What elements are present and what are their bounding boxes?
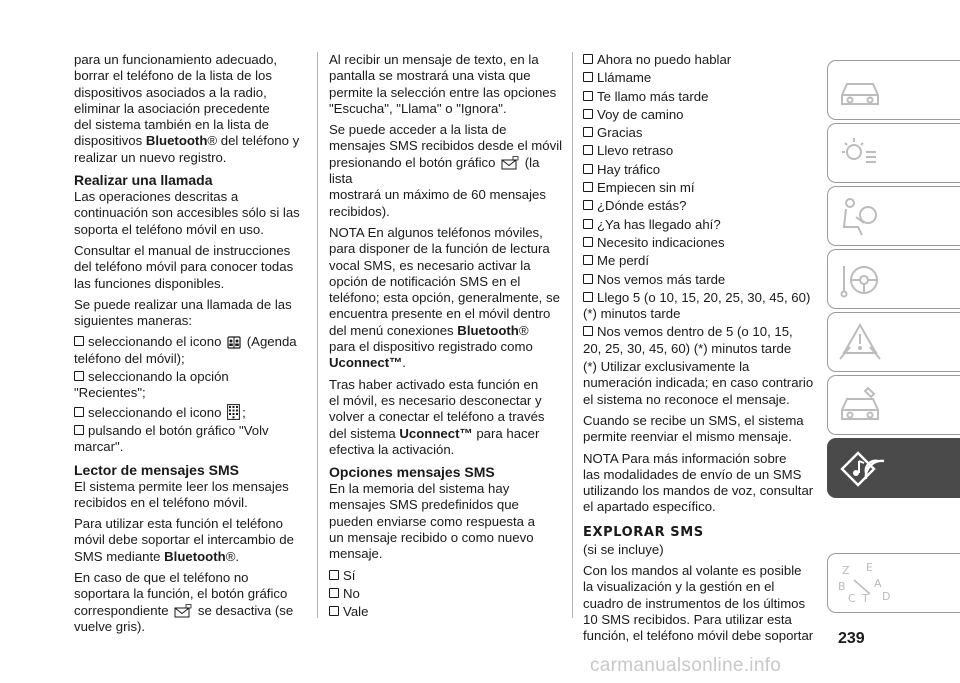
list-item: seleccionando el icono ; [74, 404, 302, 421]
checkbox-bullet-icon [583, 200, 593, 210]
paragraph: Con los mandos al volante es posible la visualización y la gestión en el cuadro de instrumentos de los últimos 10 SMS recibidos. Para utilizar esta función, el teléfono móvil debe soportar [583, 563, 814, 644]
checkbox-bullet-icon [583, 255, 593, 265]
checkbox-bullet-icon [329, 588, 339, 598]
paragraph: En caso de que el teléfono no soportara la función, el botón gráfico correspondiente se desactiva (se vuelve gris). [74, 570, 294, 634]
phonebook-icon [227, 336, 241, 349]
list-item: Sí [329, 568, 563, 584]
checkbox-bullet-icon [583, 72, 593, 82]
checkbox-bullet-icon [583, 164, 593, 174]
bluetooth-term: Bluetooth [145, 133, 208, 149]
tab-safety[interactable] [827, 186, 960, 246]
list-item: Nos vemos más tarde [583, 272, 819, 288]
list-item: Empiecen sin mí [583, 180, 819, 196]
page-number: 239 [838, 630, 865, 647]
list-item: seleccionando el icono (Agenda teléfono del móvil); [74, 334, 297, 366]
list-item: Ahora no puedo hablar [583, 52, 819, 68]
section-heading-reader: Lector de mensajes SMS [74, 461, 239, 478]
warning-lights-icon [836, 130, 884, 176]
checkbox-bullet-icon [329, 606, 339, 616]
list-item: Nos vemos dentro de 5 (o 10, 15, 20, 25, 30, 45, 60) (*) minutos tarde [583, 324, 793, 356]
checkbox-bullet-icon [583, 292, 593, 302]
checkbox-bullet-icon [583, 219, 593, 229]
checkbox-bullet-icon [583, 91, 593, 101]
list-item: pulsando el botón gráfico "Volv marcar". [74, 422, 269, 455]
index-letter: D [882, 590, 891, 603]
checkbox-bullet-icon [74, 425, 84, 435]
checkbox-bullet-icon [583, 145, 593, 155]
keypad-icon [227, 404, 240, 420]
list-item: Llevo retraso [583, 143, 819, 159]
checkbox-bullet-icon [583, 326, 593, 336]
paragraph: El sistema permite leer los mensajes recibidos en el teléfono móvil. [74, 478, 289, 510]
index-letter: Z [842, 564, 850, 577]
index-letter: T [862, 592, 869, 605]
paragraph: NOTA Para más información sobre las modalidades de envío de un SMS utilizando los mandos de voz, consultar el apartado específico. [583, 450, 814, 515]
index-letter: A [874, 577, 882, 590]
paragraph: Consultar el manual de instrucciones del teléfono móvil para conocer todas las funciones disponibles. [74, 242, 294, 291]
paragraph: Las operaciones descritas a continuación son accesibles sólo si las soporta el teléfono móvil en uso. [74, 189, 300, 237]
list-item: Llego 5 (o 10, 15, 20, 25, 30, 45, 60) (*) minutos tarde [583, 289, 811, 322]
paragraph: (*) Utilizar exclusivamente la numeración indicada; en caso contrario el sistema no reconoce el mensaje. [583, 359, 814, 407]
list-item: ¿Dónde estás? [583, 198, 819, 214]
checkbox-bullet-icon [74, 407, 84, 417]
column-2 [329, 52, 563, 623]
checkbox-bullet-icon [329, 570, 339, 580]
paragraph: (si se incluye) [583, 541, 664, 557]
section-heading-explore: EXPLORAR SMS [583, 524, 704, 540]
list-item: seleccionando la opción "Recientes"; [74, 369, 229, 401]
paragraph: NOTA En algunos teléfonos móviles, para disponer de la función de lectura vocal SMS, es necesario activar la opción de notificación SMS en el teléfono; esta opción, generalmente, se encuentra presente en el móvil dentro del menú conexiones Bluetooth® para el dispositivo registrado como Uconnect™. [329, 224, 560, 371]
car-icon [836, 67, 884, 113]
paragraph: En la memoria del sistema hay mensajes SMS predefinidos que pueden enviarse como respuesta a un mensaje recibido o como nuevo mensaje. [329, 481, 536, 562]
watermark: carmanualsonline.info [590, 655, 782, 676]
steering-wheel-icon [836, 256, 884, 302]
section-heading-options: Opciones mensajes SMS [329, 464, 495, 481]
paragraph: Se puede realizar una llamada de las siguientes maneras: [74, 296, 292, 329]
paragraph: Cuando se recibe un SMS, el sistema permite reenviar el mismo mensaje. [583, 412, 804, 445]
checkbox-bullet-icon [583, 274, 593, 284]
column-divider [572, 52, 573, 618]
checkbox-bullet-icon [74, 371, 84, 381]
airbag-seat-icon [836, 193, 884, 239]
bluetooth-term: Bluetooth [457, 322, 519, 338]
multimedia-icon [836, 445, 888, 493]
car-service-icon [836, 382, 884, 428]
column-divider [317, 52, 318, 618]
list-item: Vale [329, 604, 563, 620]
tab-index[interactable] [827, 553, 960, 613]
checkbox-bullet-icon [583, 109, 593, 119]
checkbox-bullet-icon [583, 182, 593, 192]
tab-driving[interactable] [827, 249, 960, 309]
checkbox-bullet-icon [583, 127, 593, 137]
tab-warning-lights[interactable] [827, 123, 960, 183]
uconnect-term: Uconnect™ [399, 425, 473, 441]
paragraph: Al recibir un mensaje de texto, en la pantalla se mostrará una vista que permite la selección entre las opciones "Escucha", "Llama" o "Ignora". [329, 52, 557, 116]
sms-envelope-icon [501, 156, 519, 170]
sms-envelope-icon [174, 604, 192, 618]
list-item: Llámame [583, 70, 819, 86]
paragraph: Se puede acceder a la lista de mensajes SMS recibidos desde el móvil presionando el botón gráfico (la lista mostrará un máximo de 60 mensajes recibidos). [329, 122, 563, 219]
uconnect-term: Uconnect™ [329, 355, 403, 371]
tab-maintenance[interactable] [827, 375, 960, 435]
column-3 [583, 52, 819, 650]
index-letter: C [848, 592, 856, 605]
list-item: Gracias [583, 125, 819, 141]
paragraph: para un funcionamiento adecuado, borrar el teléfono de la lista de los dispositivos asociados a la radio, eliminar la asociación precedente del sistema también en la lista de dispositivos Bluetooth® del teléfono y realizar un nuevo registro. [74, 52, 300, 165]
list-item: Hay tráfico [583, 162, 819, 178]
list-item: Voy de camino [583, 107, 819, 123]
index-letter: B [838, 580, 846, 593]
index-letter: E [866, 561, 873, 574]
road-warning-icon [836, 319, 884, 365]
index-letters-icon [836, 560, 896, 606]
bluetooth-term: Bluetooth [164, 548, 226, 564]
tab-dashboard[interactable] [827, 60, 960, 120]
checkbox-bullet-icon [74, 336, 84, 346]
tab-emergency[interactable] [827, 312, 960, 372]
list-item: Me perdí [583, 253, 819, 269]
column-1 [74, 52, 302, 640]
list-item: No [329, 586, 563, 602]
paragraph: Tras haber activado esta función en el móvil, es necesario desconectar y volver a conectar el teléfono a través del sistema Uconnect™ para hacer efectiva la activación. [329, 376, 545, 457]
checkbox-bullet-icon [583, 54, 593, 64]
list-item: Necesito indicaciones [583, 235, 819, 251]
list-item: ¿Ya has llegado ahí? [583, 217, 819, 233]
tab-multimedia[interactable] [827, 438, 960, 498]
paragraph: Para utilizar esta función el teléfono móvil debe soportar el intercambio de SMS mediante Bluetooth®. [74, 516, 294, 564]
section-heading-call: Realizar una llamada [74, 172, 213, 189]
list-item: Te llamo más tarde [583, 89, 819, 105]
checkbox-bullet-icon [583, 237, 593, 247]
